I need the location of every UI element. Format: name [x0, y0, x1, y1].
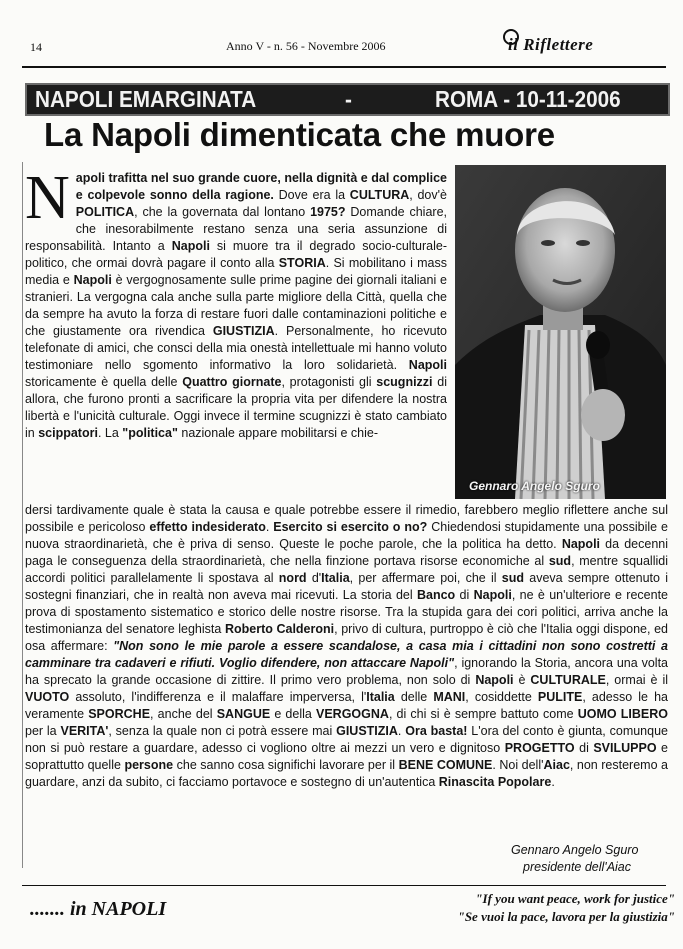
text-run: da decenni paga le conseguenza della straordinarietà, che nella finzione portava risorse economiche al [25, 537, 668, 568]
text-run: Napoli [475, 673, 514, 687]
text-run: per la [25, 724, 61, 738]
text-run: di allora, che furono pronti a sacrificare la propria vita per difendere la nostra libertà e l'unicità culturale. Oggi invece il termine scugnizzi è stato cambiato in [25, 375, 447, 440]
section-banner [25, 83, 670, 116]
text-run: . La [97, 426, 123, 440]
text-run: SPORCHE [88, 707, 151, 721]
banner-right-text: ROMA - 10-11-2006 [435, 86, 621, 112]
text-run: Banco [416, 588, 456, 602]
text-run: , senza la quale non ci potrà essere mai [108, 724, 337, 738]
text-run: che sanno cosa significhi lavorare per il [173, 758, 399, 772]
footer-section-label: ....... in NAPOLI [30, 898, 167, 920]
text-run: nazionale appare mobilitarsi e chie- [177, 426, 379, 440]
text-run: , ne è un'ulteriore e recente prova di spostamento sistematico e storico delle nostre risorse. Tra la stupida gara dei cori politici, arriva anche la testimonianza del senatore leghista [25, 588, 668, 636]
text-run: storicamente è quella delle [25, 375, 183, 389]
text-run: sud [501, 571, 525, 585]
text-run: . Si mobilitano i mass media e [25, 256, 447, 287]
issue-info: Anno V - n. 56 - Novembre 2006 [226, 39, 386, 53]
text-run: effetto indesiderato [149, 520, 266, 534]
text-run: L'ora del conto è giunta, comunque non si può restare a guardare, adesso ci vogliono oltre ai mezzi un vero e dignitoso [25, 724, 668, 755]
text-run: d' [306, 571, 322, 585]
article-column-top [25, 164, 447, 442]
article-paragraph-top [25, 164, 447, 442]
text-run: Italia [321, 571, 350, 585]
text-run: . [551, 775, 555, 789]
text-run: sud [548, 554, 572, 568]
footer-quote-en: "If you want peace, work for justice" [475, 891, 675, 906]
text-run: Esercito si esercito o no? [273, 520, 428, 534]
column-rule [22, 162, 23, 868]
text-run: Napoli [73, 273, 112, 287]
text-run: UOMO LIBERO [577, 707, 669, 721]
author-photo [455, 165, 666, 499]
text-run: , dov'è [409, 188, 447, 202]
text-run: Napoli [171, 239, 210, 253]
text-run: Napoli [561, 537, 601, 551]
text-run: POLITICA [75, 205, 135, 219]
text-run: Rinascita Popolare [438, 775, 552, 789]
text-run: delle [394, 690, 434, 704]
drop-cap: N [25, 164, 70, 232]
brand-wordmark: il Riflettere [508, 35, 594, 54]
text-run: si muore tra il degrado socio-culturale-politico, che ormai dovrà pagare il conto alla [25, 239, 447, 270]
text-run: , privo di cultura, purtroppo è ciò che l'Italia oggi dispone, ed osa affermare: [25, 622, 668, 653]
page-number: 14 [30, 40, 42, 54]
text-run: nord [278, 571, 307, 585]
text-run: e della [270, 707, 316, 721]
text-run: CULTURA [349, 188, 410, 202]
text-run: persone [124, 758, 174, 772]
text-run: , che la governata dal lontano [134, 205, 311, 219]
brand-logo [500, 29, 670, 55]
text-run: , cosiddette [465, 690, 538, 704]
text-run: "Non sono le mie parole a essere scandalose, a casa mia i cittadini non sono costretti a camminare tra cadaveri e rifiuti. Voglio difendere, non attaccare Napoli" [25, 639, 668, 670]
text-run: aveva sempre ottenuto i sostegni finanziari, che in realtà non aveva mai ricevuti. La storia del [25, 571, 668, 602]
text-run: Roberto Calderoni [224, 622, 335, 636]
text-run: assoluto, l'indifferenza e il malaffare imperversa, l' [69, 690, 367, 704]
text-run: . [265, 520, 274, 534]
text-run: dersi tardivamente quale è stata la causa e quale potrebbe essere il rimedio, farebbero meglio riflettere anche sul possibile e pericoloso [25, 503, 668, 534]
signature-block [511, 842, 671, 876]
banner-left-text: NAPOLI EMARGINATA [35, 86, 257, 112]
text-run: GIUSTIZIA [212, 324, 275, 338]
signature-name: Gennaro Angelo Sguro [511, 843, 639, 857]
text-run: MANI [433, 690, 466, 704]
text-run: GIUSTIZIA [336, 724, 398, 738]
text-run: , adesso le ha veramente [25, 690, 668, 721]
text-run: Dove era la [273, 188, 350, 202]
article-paragraph-bottom [25, 502, 668, 791]
article-text-top [25, 164, 447, 440]
text-run: 1975? [310, 205, 346, 219]
text-run: BENE COMUNE [398, 758, 493, 772]
article-text-bottom [25, 503, 668, 789]
text-run: è vergognosamente sulle prime pagine dei giornali italiani e stranieri. La vergogna cala anche sulla parte migliore della Città, quella che da sempre ha avuto la forza di restare fuori dalle contaminazioni politiche e che giustamente ora rivendica [25, 273, 447, 338]
text-run: . Personalmente, ho ricevuto telefonate di amici, che consci della mia onestà intellettuale mi hanno voluto testimoniare nello sgomento informativo la loro solidarietà. [25, 324, 447, 372]
text-run: Aiac [543, 758, 570, 772]
text-run: . [397, 724, 406, 738]
text-run: VERITA' [60, 724, 109, 738]
text-run: Domande chiare, che inesorabilmente restano senza una seria assunzione di responsabilità. Intanto a [25, 205, 447, 253]
text-run: scippatori [38, 426, 98, 440]
text-run: scugnizzi [376, 375, 433, 389]
text-run: , ormai è il [605, 673, 668, 687]
text-run: VERGOGNA [316, 707, 389, 721]
text-run: Quattro giornate [182, 375, 282, 389]
text-run: PULITE [537, 690, 583, 704]
text-run: CULTURALE [530, 673, 606, 687]
photo-caption: Gennaro Angelo Sguro [469, 479, 600, 493]
text-run: SANGUE [216, 707, 271, 721]
text-run: STORIA [278, 256, 326, 270]
footer-quote-it: "Se vuoi la pace, lavora per la giustizia" [457, 909, 675, 924]
header-divider [22, 66, 666, 68]
text-run: di [455, 588, 474, 602]
text-run: , mentre squallidi accordi politici parallelamente li spostava al [25, 554, 668, 585]
portrait-image [455, 165, 666, 499]
text-run: VUOTO [25, 690, 70, 704]
text-run: PROGETTO [504, 741, 575, 755]
text-run: SVILUPPO [593, 741, 657, 755]
text-run: , ignorando la Storia, ancora una volta ha sprecato la grande occasione di zittire. Il primo vero problema, non solo di [25, 656, 668, 687]
text-run: , di chi si è sempre battuto come [388, 707, 578, 721]
banner-separator: - [345, 86, 352, 112]
text-run: "politica" [122, 426, 178, 440]
text-run: Chiedendosi stupidamente una possibile e nuova straordinarietà, che è priva di senso. Queste le poche parole, che la politica ha detto. [25, 520, 668, 551]
text-run: è [513, 673, 531, 687]
text-run: , anche del [150, 707, 217, 721]
text-run: Ora basta! [405, 724, 468, 738]
text-run: , per affermare poi, che il [349, 571, 502, 585]
footer-divider [22, 885, 666, 886]
text-run: Italia [366, 690, 395, 704]
text-run: Napoli [473, 588, 512, 602]
text-run: apoli trafitta nel suo grande cuore, nella dignità e dal complice e colpevole sonno della ragione. [75, 171, 447, 202]
article-headline: La Napoli dimenticata che muore [44, 116, 555, 153]
text-run: e soprattutto quelle [25, 741, 668, 772]
text-run: . Noi dell' [492, 758, 544, 772]
text-run: di [574, 741, 594, 755]
signature-role: presidente dell'Aiac [523, 860, 632, 874]
text-run: , protagonisti gli [281, 375, 377, 389]
footer-quotes [395, 890, 675, 926]
text-run: , non resteremo a guardare, anzi da subito, ci facciamo portavoce e sostegno di un'autentica [25, 758, 669, 789]
article-column-bottom [25, 502, 668, 791]
text-run: Napoli [408, 358, 447, 372]
